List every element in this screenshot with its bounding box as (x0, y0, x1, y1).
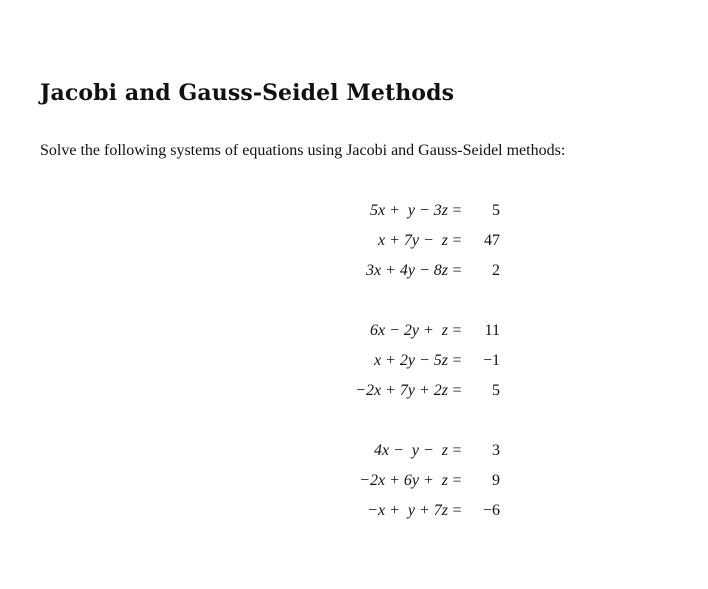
equation-lhs: 3x + 4y − 8z (365, 262, 448, 279)
page-title: Jacobi and Gauss-Seidel Methods (40, 80, 455, 106)
equals-sign: = (452, 502, 462, 519)
equation-lhs: −2x + 6y + z (359, 472, 448, 489)
equation-rhs: 5 (492, 202, 500, 219)
equals-sign: = (452, 322, 462, 339)
equation-rhs: 5 (492, 382, 500, 399)
equation-rhs: 9 (492, 472, 500, 489)
equation-row (348, 256, 500, 286)
equals-sign: = (452, 232, 462, 249)
equals-sign: = (452, 262, 462, 279)
equals-sign: = (452, 472, 462, 489)
equation-rhs: 2 (492, 262, 500, 279)
equation-system-3 (338, 436, 500, 526)
equation-system-2 (338, 316, 500, 406)
equation-lhs: 5x + y − 3z (369, 202, 448, 219)
equation-rhs: 11 (484, 322, 500, 339)
equation-lhs: x + 2y − 5z (373, 352, 448, 369)
equals-sign: = (452, 442, 462, 459)
equation-rhs: −1 (482, 352, 500, 369)
equation-rhs: 3 (492, 442, 500, 459)
equation-lhs: −2x + 7y + 2z (355, 382, 448, 399)
equation-row (348, 226, 500, 256)
equation-row (348, 196, 500, 226)
equation-rhs: −6 (482, 502, 500, 519)
equation-row (338, 496, 500, 526)
equation-row (338, 346, 500, 376)
equation-rhs: 47 (484, 232, 500, 249)
equation-system-1 (348, 196, 500, 286)
equals-sign: = (452, 352, 462, 369)
equals-sign: = (452, 202, 462, 219)
equation-lhs: 6x − 2y + z (369, 322, 448, 339)
equation-row (338, 316, 500, 346)
equation-lhs: x + 7y − z (377, 232, 448, 249)
equals-sign: = (452, 382, 462, 399)
equation-row (338, 466, 500, 496)
equation-lhs: 4x − y − z (373, 442, 448, 459)
equation-lhs: −x + y + 7z (367, 502, 448, 519)
equation-row (338, 376, 500, 406)
equation-row (338, 436, 500, 466)
intro-text: Solve the following systems of equations using Jacobi and Gauss-Seidel methods: (40, 142, 566, 159)
